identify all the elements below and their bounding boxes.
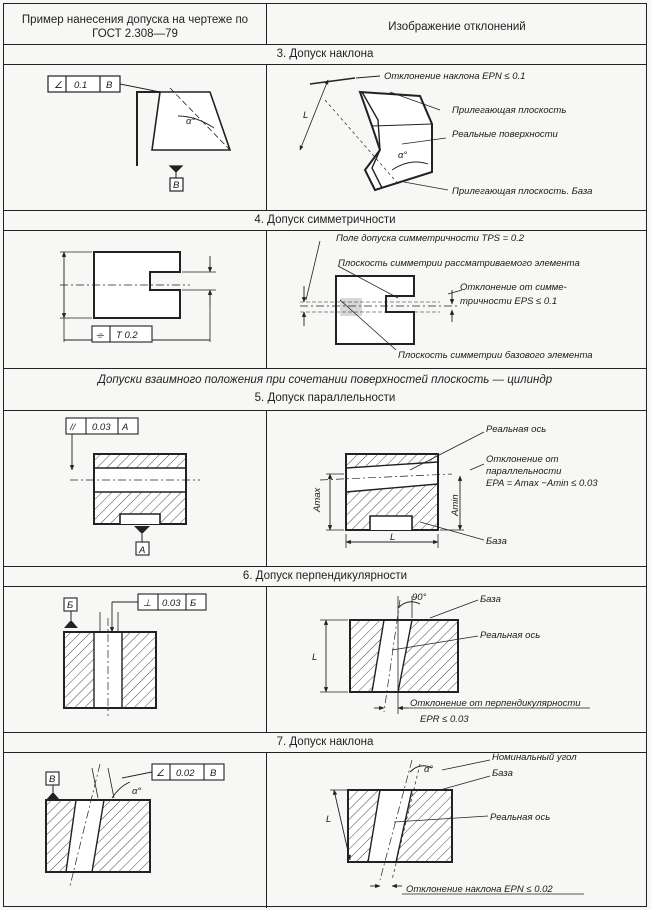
sec3-label-real: Реальные поверхности [452,129,558,140]
sec7-right-drawing [330,760,584,894]
section-title: 6. Допуск перпендикулярности [242,570,408,582]
sec3-angle: α° [186,116,196,127]
sec5-left-drawing [66,418,200,555]
sec7-frame-value: 0.02 [176,768,195,779]
sec7-L: L [326,814,332,825]
sec4-label-tps: Поле допуска симметричности TPS = 0.2 [336,233,525,244]
sec5-amin: Amin [450,494,461,516]
sec6-left-drawing [64,594,206,716]
sec5-label-dev2: параллельности [486,466,562,477]
section-title: 3. Допуск наклона [276,48,374,60]
sec7-frame-symbol: ∠ [156,768,165,779]
sec3-frame-symbol: ∠ [54,80,63,91]
section-subtitle: Допуски взаимного положения при сочетании поверхностей плоскость — цилиндр [97,374,553,386]
sec5-amax: Amax [312,487,323,512]
sec6-frame-datum: Б [190,598,197,609]
sec5-L: L [390,532,396,543]
sec5-label-epa: EPA = Amax −Amin ≤ 0.03 [486,478,598,489]
sec5-frame-value: 0.03 [92,422,111,433]
sec7-label-axis: Реальная ось [490,812,551,823]
sec3-frame-value: 0.1 [74,80,88,91]
sec4-label-base: Плоскость симметрии базового элемента [398,350,593,361]
sec3-L: L [303,110,309,121]
sec7-label-epn: Отклонение наклона EPN ≤ 0.02 [406,884,553,895]
sec7-right-angle: α° [424,764,434,775]
sec4-label-plane: Плоскость симметрии рассматриваемого элемента [338,258,580,269]
sec3-left-drawing [48,76,230,191]
sec6-label-dev: Отклонение от перпендикулярности [410,698,581,709]
sec5-label-dev1: Отклонение от [486,454,559,465]
sec6-label-axis: Реальная ось [480,630,541,641]
sec7-datum: B [49,774,56,785]
sec7-label-nominal: Номинальный угол [492,752,577,763]
sec4-frame-value: T 0.2 [116,330,138,341]
sec6-right-drawing [320,596,590,714]
sec4-left-drawing [60,252,216,342]
sec4-frame-symbol: ⌯ [96,330,104,341]
sec5-datum: A [139,545,146,556]
sec3-datum: B [173,180,180,191]
sec6-label-epr: EPR ≤ 0.03 [420,714,469,725]
sec7-frame-datum: B [210,768,217,779]
sec3-right-drawing [300,76,448,190]
section-title: 4. Допуск симметричности [254,214,396,226]
sec3-label-adjacent: Прилегающая плоскость [452,105,567,116]
sec5-right-drawing [320,432,484,548]
sec3-label-base: Прилегающая плоскость. База [452,186,593,197]
sec6-angle: 90° [412,592,427,603]
section-title: 5. Допуск параллельности [254,392,396,404]
sec4-label-eps1: Отклонение от симме- [460,282,567,293]
sec7-angle: α° [132,786,142,797]
sec5-frame-symbol: // [70,422,76,433]
sec6-L: L [312,652,318,663]
section-title: 7. Допуск наклона [276,736,374,748]
sec6-frame-value: 0.03 [162,598,181,609]
sec6-frame-symbol: ⊥ [143,598,152,609]
header-col2: Изображение отклонений [388,21,526,33]
sec3-label-epn: Отклонение наклона EPN ≤ 0.1 [384,71,526,82]
sec6-label-base: База [480,594,501,605]
sec7-left-drawing [46,764,224,886]
sec6-datum: Б [67,600,74,611]
sec5-frame-datum: A [122,422,129,433]
sec3-right-angle: α° [398,150,408,161]
sec7-label-base: База [492,768,513,779]
header-col1: Пример нанесения допуска на чертеже по ГОСТ 2.308—79 [21,14,249,40]
sec5-label-base: База [486,536,507,547]
sec4-label-eps2: тричности EPS ≤ 0.1 [460,296,558,307]
sec5-label-axis: Реальная ось [486,424,547,435]
sec3-frame-datum: B [106,80,113,91]
